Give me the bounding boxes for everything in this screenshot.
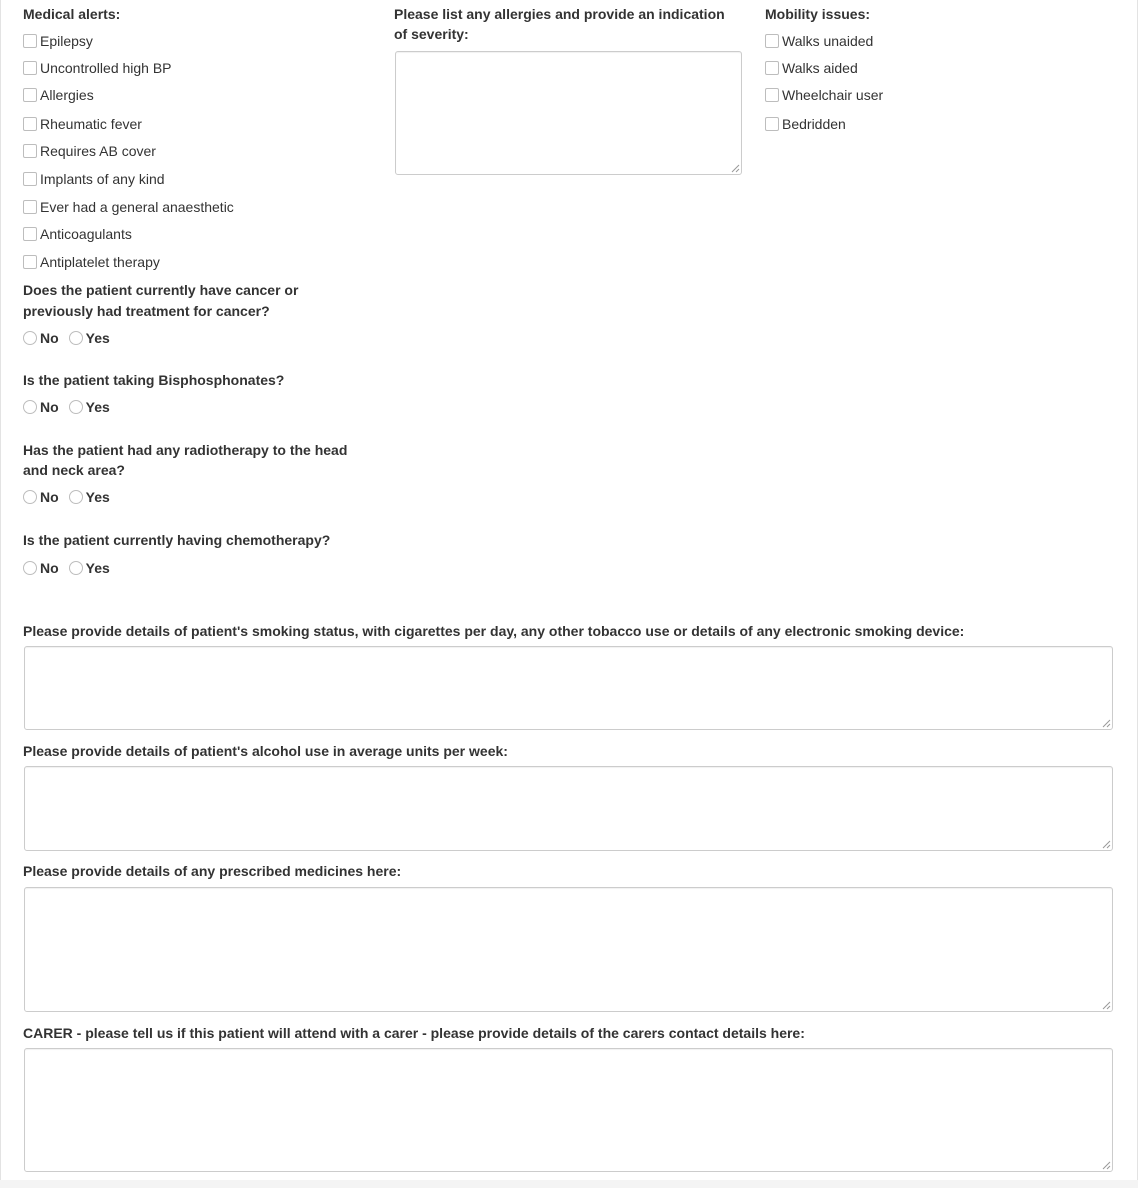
chemotherapy-yes-option[interactable] — [69, 560, 110, 576]
checkbox[interactable] — [23, 88, 37, 102]
cancer-question-label: Does the patient currently have cancer or previously had treatment for cancer? — [23, 282, 299, 319]
medical-alert-uncontrolled-high-bp[interactable] — [23, 58, 172, 78]
mobility-walks-aided[interactable] — [765, 58, 858, 78]
radio-label: No — [40, 489, 59, 505]
radio-button[interactable] — [23, 400, 37, 414]
checkbox[interactable] — [765, 88, 779, 102]
smoking-textarea[interactable] — [24, 646, 1113, 730]
option-label: Anticoagulants — [40, 226, 132, 242]
smoking-label: Please provide details of patient's smoking status, with cigarettes per day, any other tobacco use or details of any electronic smoking device: — [23, 623, 965, 639]
mobility-bedridden[interactable] — [765, 114, 846, 134]
medical-alert-epilepsy[interactable] — [23, 31, 93, 51]
option-label: Walks aided — [782, 60, 858, 76]
radio-button[interactable] — [69, 400, 83, 414]
mobility-walks-unaided[interactable] — [765, 31, 873, 51]
chemotherapy-radio-group — [23, 558, 120, 578]
resize-handle-icon[interactable] — [1101, 718, 1111, 728]
carer-textarea[interactable] — [24, 1048, 1113, 1172]
allergies-label: Please list any allergies and provide an indication of severity: — [394, 6, 725, 42]
bisphosphonates-yes-option[interactable] — [69, 399, 110, 415]
radio-label: Yes — [85, 399, 110, 415]
bisphosphonates-question-label: Is the patient taking Bisphosphonates? — [23, 372, 285, 388]
radio-label: Yes — [85, 489, 110, 505]
resize-handle-icon[interactable] — [1101, 1160, 1111, 1170]
resize-handle-icon[interactable] — [1101, 839, 1111, 849]
cancer-radio-group — [23, 328, 120, 348]
allergies-textarea[interactable] — [395, 51, 742, 175]
mobility-wheelchair-user[interactable] — [765, 85, 883, 105]
checkbox[interactable] — [23, 227, 37, 241]
option-label: Epilepsy — [40, 33, 93, 49]
radio-button[interactable] — [23, 561, 37, 575]
radiotherapy-question-label: Has the patient had any radiotherapy to the head and neck area? — [23, 442, 348, 478]
checkbox[interactable] — [765, 34, 779, 48]
radio-label: No — [40, 330, 59, 346]
chemotherapy-question-label: Is the patient currently having chemotherapy? — [23, 532, 331, 548]
checkbox[interactable] — [765, 117, 779, 131]
medical-alerts-label: Medical alerts: — [23, 6, 121, 22]
option-label: Requires AB cover — [40, 143, 156, 159]
radio-label: Yes — [85, 330, 110, 346]
checkbox[interactable] — [765, 61, 779, 75]
medical-alert-implants[interactable] — [23, 169, 165, 189]
option-label: Rheumatic fever — [40, 116, 142, 132]
checkbox[interactable] — [23, 200, 37, 214]
page-bottom-edge — [0, 1180, 1138, 1188]
option-label: Uncontrolled high BP — [40, 60, 172, 76]
checkbox[interactable] — [23, 61, 37, 75]
medical-alert-antiplatelet-therapy[interactable] — [23, 252, 160, 272]
option-label: Ever had a general anaesthetic — [40, 199, 234, 215]
radio-button[interactable] — [69, 561, 83, 575]
radio-label: No — [40, 560, 59, 576]
radio-button[interactable] — [23, 490, 37, 504]
medicines-textarea[interactable] — [24, 887, 1113, 1012]
medical-alert-general-anaesthetic[interactable] — [23, 197, 234, 217]
alcohol-textarea[interactable] — [24, 766, 1113, 851]
medical-alert-requires-ab-cover[interactable] — [23, 141, 156, 161]
carer-label: CARER - please tell us if this patient will attend with a carer - please provide details of the carers contact details here: — [23, 1025, 805, 1041]
checkbox[interactable] — [23, 255, 37, 269]
option-label: Wheelchair user — [782, 87, 884, 103]
cancer-no-option[interactable] — [23, 330, 59, 346]
option-label: Walks unaided — [782, 33, 874, 49]
checkbox[interactable] — [23, 117, 37, 131]
mobility-issues-label: Mobility issues: — [765, 6, 871, 22]
option-label: Implants of any kind — [40, 171, 165, 187]
radio-button[interactable] — [69, 331, 83, 345]
alcohol-label: Please provide details of patient's alcohol use in average units per week: — [23, 743, 508, 759]
medical-alert-allergies[interactable] — [23, 85, 94, 105]
bisphosphonates-no-option[interactable] — [23, 399, 59, 415]
chemotherapy-no-option[interactable] — [23, 560, 59, 576]
option-label: Allergies — [40, 87, 94, 103]
radiotherapy-no-option[interactable] — [23, 489, 59, 505]
checkbox[interactable] — [23, 144, 37, 158]
option-label: Antiplatelet therapy — [40, 254, 160, 270]
radio-label: No — [40, 399, 59, 415]
medical-alert-anticoagulants[interactable] — [23, 224, 132, 244]
radio-label: Yes — [85, 560, 110, 576]
checkbox[interactable] — [23, 34, 37, 48]
cancer-yes-option[interactable] — [69, 330, 110, 346]
radiotherapy-yes-option[interactable] — [69, 489, 110, 505]
radio-button[interactable] — [69, 490, 83, 504]
medical-alert-rheumatic-fever[interactable] — [23, 114, 142, 134]
option-label: Bedridden — [782, 116, 846, 132]
resize-handle-icon[interactable] — [730, 163, 740, 173]
resize-handle-icon[interactable] — [1101, 1000, 1111, 1010]
radio-button[interactable] — [23, 331, 37, 345]
checkbox[interactable] — [23, 172, 37, 186]
medicines-label: Please provide details of any prescribed medicines here: — [23, 863, 402, 879]
radiotherapy-radio-group — [23, 487, 120, 507]
bisphosphonates-radio-group — [23, 397, 120, 417]
